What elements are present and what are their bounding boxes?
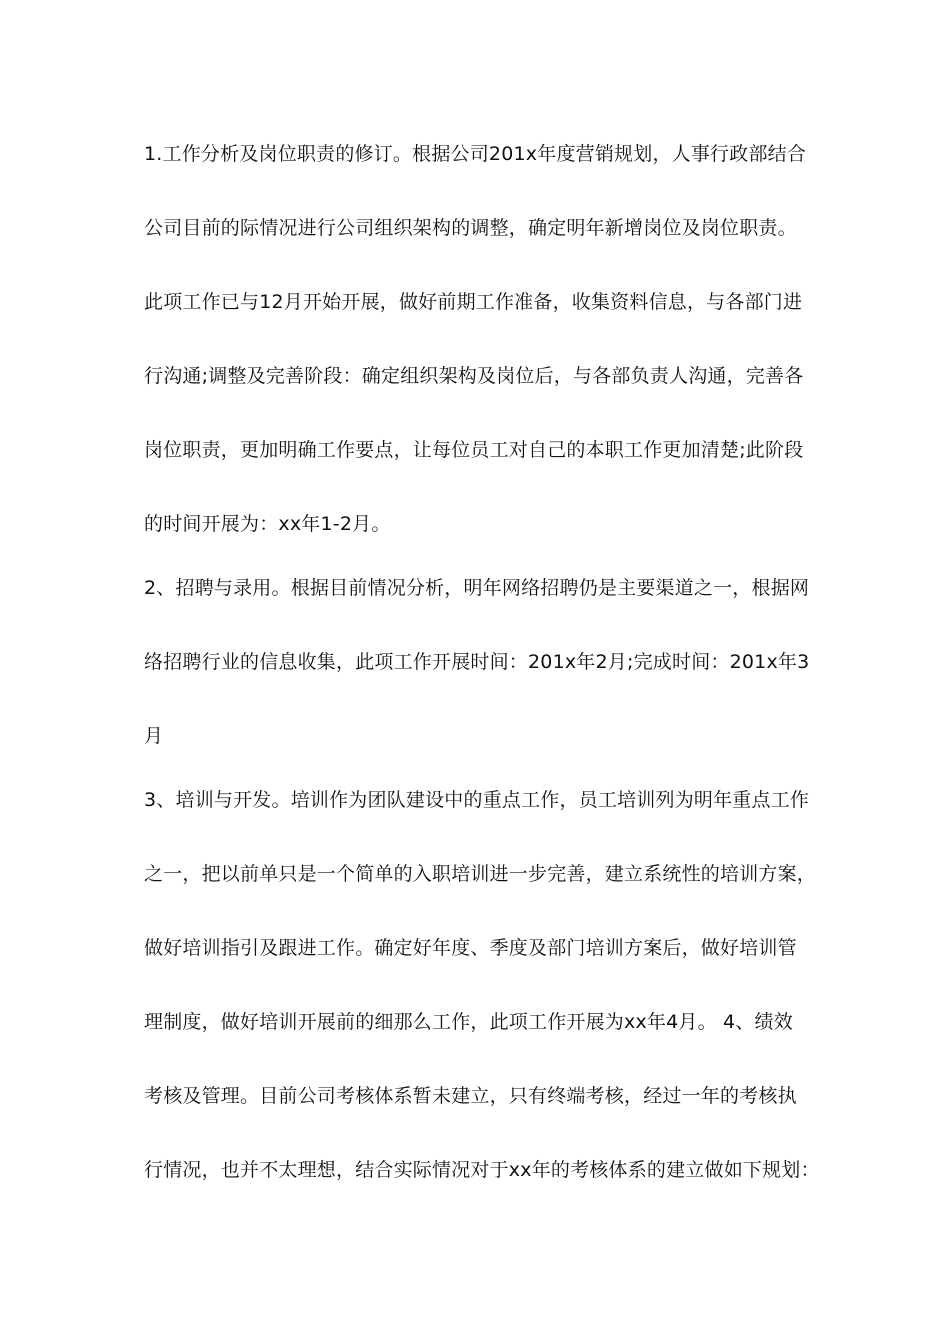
- text-line: 3、培训与开发。培训作为团队建设中的重点工作，员工培训列为明年重点工作: [144, 789, 810, 811]
- text-line: 岗位职责，更加明确工作要点，让每位员工对自己的本职工作更加清楚;此阶段: [144, 439, 804, 461]
- text-line: 络招聘行业的信息收集，此项工作开展时间：201x年2月;完成时间：201x年3: [144, 651, 810, 673]
- text-line: 之一，把以前单只是一个简单的入职培训进一步完善，建立系统性的培训方案，: [144, 863, 817, 885]
- text-line: 此项工作已与12月开始开展，做好前期工作准备，收集资料信息，与各部门进: [144, 291, 803, 313]
- text-line: 做好培训指引及跟进工作。确定好年度、季度及部门培训方案后，做好培训管: [144, 937, 797, 959]
- text-line: 行沟通;调整及完善阶段：确定组织架构及岗位后，与各部负责人沟通，完善各: [144, 365, 804, 387]
- text-line: 公司目前的际情况进行公司组织架构的调整，确定明年新增岗位及岗位职责。: [144, 217, 797, 239]
- text-line: 2、招聘与录用。根据目前情况分析，明年网络招聘仍是主要渠道之一，根据网: [144, 577, 810, 599]
- text-line: 1.工作分析及岗位职责的修订。根据公司201x年度营销规划，人事行政部结合: [144, 143, 807, 165]
- text-line: 理制度，做好培训开展前的细那么工作，此项工作开展为xx年4月。 4、绩效: [144, 1011, 793, 1033]
- text-line: 行情况，也并不太理想，结合实际情况对于xx年的考核体系的建立做如下规划：: [144, 1159, 820, 1181]
- text-line: 的时间开展为：xx年1-2月。: [144, 513, 391, 535]
- text-line: 月: [144, 725, 164, 747]
- text-line: 考核及管理。目前公司考核体系暂未建立，只有终端考核，经过一年的考核执: [144, 1085, 797, 1107]
